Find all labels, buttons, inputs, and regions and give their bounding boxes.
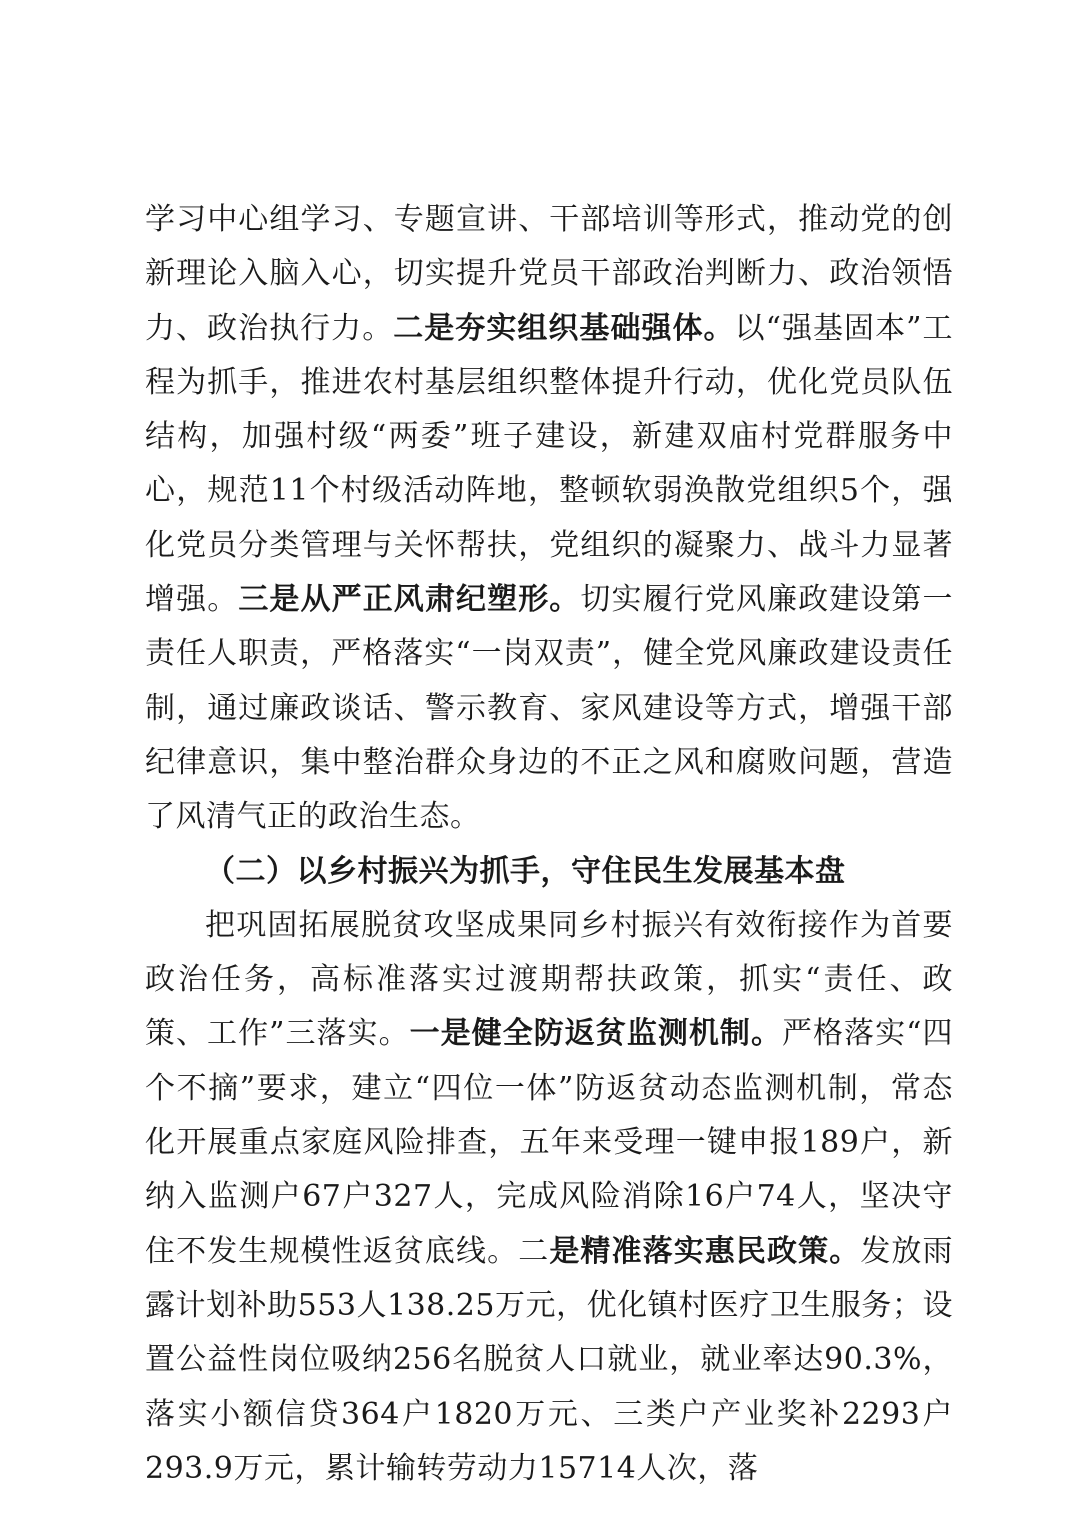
section-heading: （二）以乡村振兴为抓手，守住民生发展基本盘: [205, 853, 846, 889]
paragraph-text: 严格落实“四个不摘”要求，建立“四位一体”防返贫动态监测机制，常态化开展重点家庭风险排查，五年来受理一键申报189户，新纳入监测户67户327人，完成风险消除16户74人，坚决守住不发生规模性返贫底线。二: [145, 1016, 953, 1269]
paragraph-text: 把巩固拓展脱贫攻坚成果同乡村振兴有效衔接作为首要政治任务，高标准落实过渡期帮扶政策，抓实“责任、政策、工作”三落实。: [145, 907, 953, 1052]
paragraph-text: 发放雨露计划补助553人138.25万元，优化镇村医疗卫生服务；设置公益性岗位吸纳256名脱贫人口就业，就业率达90.3%，落实小额信贷364户1820万元、三类户产业奖补2293户293.9万元，累计输转劳动力15714人次，落: [145, 1233, 954, 1486]
bold-point-three: 三是从严正风肃纪塑形。: [238, 582, 581, 618]
bold-point-one: 一是健全防返贫监测机制。: [409, 1016, 782, 1052]
paragraph-rural-revitalization: [145, 899, 953, 1496]
bold-point-two: 是精准落实惠民政策。: [549, 1233, 861, 1269]
bold-point-two: 二是夯实组织基础强体。: [393, 310, 735, 346]
paragraph-text: 以“强基固本”工程为抓手，推进农村基层组织整体提升行动，优化党员队伍结构，加强村级“两委”班子建设，新建双庙村党群服务中心，规范11个村级活动阵地，整顿软弱涣散党组织5个，强化党员分类管理与关怀帮扶，党组织的凝聚力、战斗力显著增强。: [145, 310, 953, 618]
paragraph-party-building: [145, 193, 953, 845]
document-body: [145, 193, 953, 1496]
paragraph-text: 切实履行党风廉政建设第一责任人职责，严格落实“一岗双责”，健全党风廉政建设责任制，通过廉政谈话、警示教育、家风建设等方式，增强干部纪律意识，集中整治群众身边的不正之风和腐败问题，营造了风清气正的政治生态。: [145, 582, 954, 835]
paragraph-text: 学习中心组学习、专题宣讲、干部培训等形式，推动党的创新理论入脑入心，切实提升党员干部政治判断力、政治领悟力、政治执行力。: [145, 202, 953, 346]
